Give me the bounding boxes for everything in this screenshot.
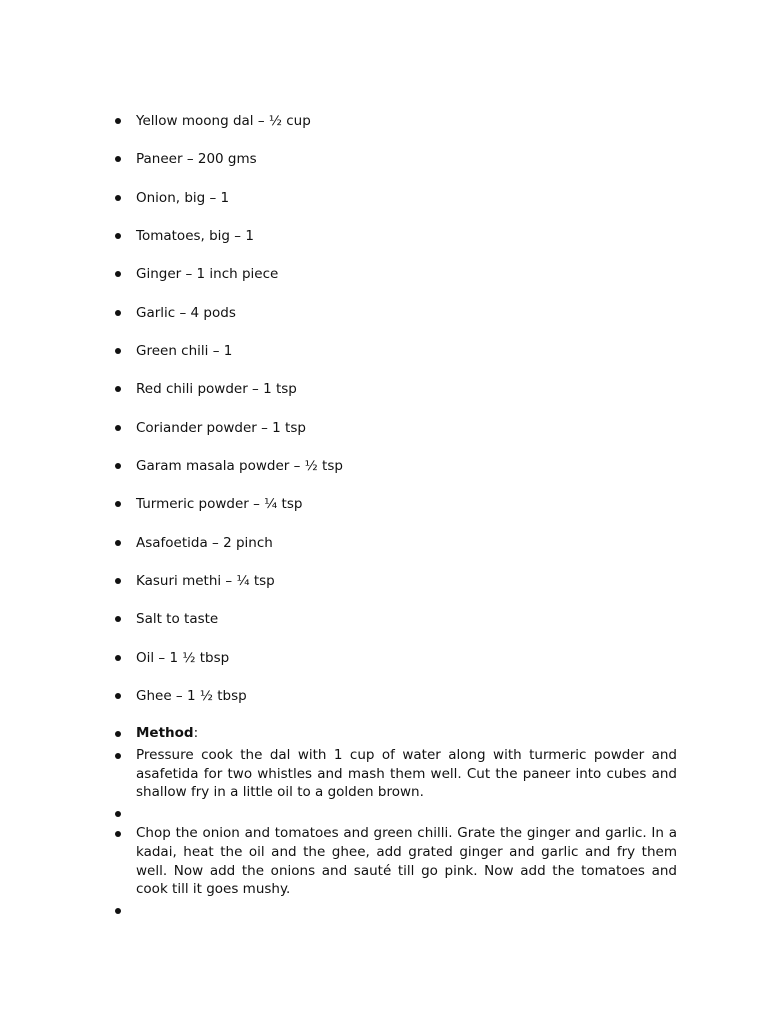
ingredient-item: Salt to taste xyxy=(0,607,768,645)
ingredient-item: Green chili – 1 xyxy=(0,339,768,377)
ingredient-item: Ghee – 1 ½ tbsp xyxy=(0,684,768,722)
method-heading: Method xyxy=(136,725,194,741)
method-step: Pressure cook the dal with 1 cup of water along with turmeric powder and asafetida for two whistles and mash them well. Cut the paneer into cubes and shallow fry in a little oil to a golden brown. xyxy=(0,746,677,802)
method-heading-item xyxy=(0,724,677,744)
ingredient-item: Paneer – 200 gms xyxy=(0,147,768,185)
ingredient-item: Ginger – 1 inch piece xyxy=(0,262,768,300)
method-step: Chop the onion and tomatoes and green chilli. Grate the ginger and garlic. In a kadai, heat the oil and the ghee, add grated ginger and garlic and fry them well. Now add the onions and sauté till go pink. Now add the tomatoes and cook till it goes mushy. xyxy=(0,824,677,898)
method-heading-colon: : xyxy=(193,725,199,741)
ingredients-list xyxy=(0,109,768,723)
ingredient-item: Oil – 1 ½ tbsp xyxy=(0,646,768,684)
ingredient-item: Garam masala powder – ½ tsp xyxy=(0,454,768,492)
method-step-empty xyxy=(0,901,677,920)
method-list xyxy=(0,724,768,921)
ingredient-item: Red chili powder – 1 tsp xyxy=(0,377,768,415)
ingredient-item: Onion, big – 1 xyxy=(0,186,768,224)
method-step-empty xyxy=(0,804,677,823)
ingredient-item: Coriander powder – 1 tsp xyxy=(0,416,768,454)
ingredient-item: Asafoetida – 2 pinch xyxy=(0,531,768,569)
ingredient-item: Kasuri methi – ¼ tsp xyxy=(0,569,768,607)
ingredient-item: Garlic – 4 pods xyxy=(0,301,768,339)
ingredient-item: Turmeric powder – ¼ tsp xyxy=(0,492,768,530)
ingredient-item: Tomatoes, big – 1 xyxy=(0,224,768,262)
ingredient-item: Yellow moong dal – ½ cup xyxy=(0,109,768,147)
